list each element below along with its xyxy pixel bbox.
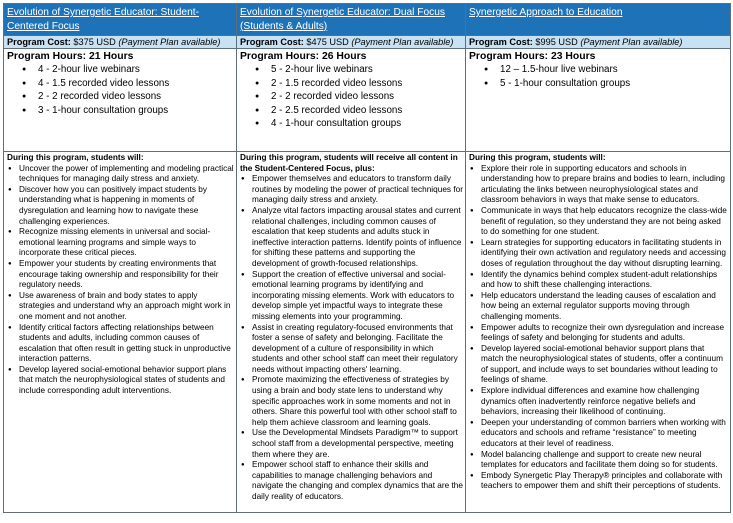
hours-item: ● 4 - 2-hour live webinars [22, 63, 236, 77]
hours-row [4, 49, 731, 152]
program-title-link[interactable]: Evolution of Synergetic Educator: Dual Focus (Students & Adults) [240, 7, 445, 32]
outcome-item: ● Assist in creating regulatory-focused environments that foster a sense of safety and belonging. Facilitate the development of a culture of responsibility in which students and other school staff can meet their regulatory needs without impacting others' learning. [240, 323, 463, 376]
hours-title: Program Hours: 21 Hours [7, 51, 134, 62]
hours-item: ● 2 - 2.5 recorded video lessons [255, 104, 465, 118]
outcome-item: ● Uncover the power of implementing and modeling practical techniques for managing daily stress and anxiety. [7, 164, 234, 185]
outcome-item: ● Explore individual differences and examine how challenging dynamics often inadvertently reinforce negative beliefs and behaviors, increasing their likelihood of continuing. [469, 386, 728, 418]
cost-cell [4, 36, 237, 49]
hours-list [237, 63, 465, 131]
content-intro: During this program, students will receive all content in the Student-Centered Focus, plus: [240, 153, 458, 173]
hours-item: ● 12 – 1.5-hour live webinars [484, 63, 730, 77]
outcome-item: ● Empower school staff to enhance their skills and capabilities to manage challenging behaviors and navigate the changing and complex dynamics that are the daily reality of educators. [240, 460, 463, 502]
column-header [4, 4, 237, 36]
content-cell [4, 152, 237, 513]
hours-item: ● 2 - 2 recorded video lessons [22, 90, 236, 104]
outcome-list [466, 164, 730, 492]
program-comparison-table [3, 3, 731, 513]
outcome-item: ● Empower your students by creating environments that encourage taking ownership and responsibility for their regulatory needs. [7, 259, 234, 291]
content-cell [237, 152, 466, 513]
outcome-item: ● Support the creation of effective universal and social-emotional learning programs by identifying and incorporating missing elements. Work with educators to develop simple yet impactful ways to integrate these missing elements into your programming. [240, 270, 463, 323]
outcome-item: ● Deepen your understanding of common barriers when working with educators and schools and reframe “resistance” to meeting educators at their level of readiness. [469, 418, 728, 450]
cost-value: $375 USD [70, 37, 119, 47]
outcome-item: ● Develop layered social-emotional behavior support plans that match the neurophysiological states of students and include corresponding adult interventions. [7, 365, 234, 397]
cost-value: $475 USD [303, 37, 352, 47]
hours-item: ● 5 - 1-hour consultation groups [484, 77, 730, 91]
hours-cell [466, 49, 731, 152]
content-row [4, 152, 731, 513]
hours-item: ● 4 - 1.5 recorded video lessons [22, 77, 236, 91]
outcome-item: ● Empower themselves and educators to transform daily routines by modeling the power of practical techniques for managing daily stress and anxiety. [240, 174, 463, 206]
column-header [466, 4, 731, 36]
cost-row [4, 36, 731, 49]
outcome-item: ● Explore their role in supporting educators and schools in understanding how to prepare brains and bodies to learn, including articulating the links between neurophysiological states and classroom behaviors in ways that make sense to educators. [469, 164, 728, 206]
column-header [237, 4, 466, 36]
hours-cell [4, 49, 237, 152]
outcome-item: ● Use awareness of brain and body states to apply strategies and understand why an approach might work in one moment and not another. [7, 291, 234, 323]
outcome-item: ● Identify the dynamics behind complex student-adult relationships and how to shift these challenging interactions. [469, 270, 728, 291]
cost-note: (Payment Plan available) [580, 37, 683, 47]
content-cell [466, 152, 731, 513]
cost-note: (Payment Plan available) [351, 37, 454, 47]
hours-title: Program Hours: 26 Hours [240, 51, 367, 62]
outcome-item: ● Learn strategies for supporting educators in facilitating students in identifying their own activation and regulatory needs and accessing doses of regulation throughout the day without disrupting learning. [469, 238, 728, 270]
outcome-item: ● Communicate in ways that help educators recognize the class-wide benefit of regulation, so they understand they are not being asked to do something for one student. [469, 206, 728, 238]
cost-label: Program Cost: [469, 37, 533, 47]
hours-list [4, 63, 236, 117]
outcome-item: ● Use the Developmental Mindsets Paradigm™ to support school staff from a developmental perspective, meeting them where they are. [240, 428, 463, 460]
hours-item: ● 3 - 1-hour consultation groups [22, 104, 236, 118]
hours-item: ● 4 - 1-hour consultation groups [255, 117, 465, 131]
cost-value: $995 USD [532, 37, 581, 47]
hours-item: ● 2 - 1.5 recorded video lessons [255, 77, 465, 91]
outcome-item: ● Embody Synergetic Play Therapy® principles and collaborate with teachers to empower them and shift their perceptions of students. [469, 471, 728, 492]
program-title-link[interactable]: Evolution of Synergetic Educator: Student-Centered Focus [7, 7, 199, 32]
cost-label: Program Cost: [240, 37, 304, 47]
cost-label: Program Cost: [7, 37, 71, 47]
outcome-item: ● Analyze vital factors impacting arousal states and current relational challenges, including common causes of escalation that keep students and adults stuck in ineffective interaction patterns. Identify points of influence for shifting these patterns and supporting the development of growth-focused relationships. [240, 206, 463, 270]
hours-title: Program Hours: 23 Hours [469, 51, 596, 62]
outcome-item: ● Promote maximizing the effectiveness of strategies by using a brain and body state lens to understand why specific approaches work in some moments and not in others. Share this powerful tool with other school staff to help them achieve classroom and learning goals. [240, 375, 463, 428]
hours-list [466, 63, 730, 90]
outcome-item: ● Recognize missing elements in universal and social-emotional learning programs and simple ways to incorporate these critical pieces. [7, 227, 234, 259]
outcome-list [237, 174, 465, 502]
cost-cell [466, 36, 731, 49]
outcome-item: ● Help educators understand the leading causes of escalation and how being an external regulator supports moving through challenging moments. [469, 291, 728, 323]
outcome-item: ● Develop layered social-emotional behavior support plans that match the neurophysiological states of students, offer a continuum of support, and include ways to set boundaries without leading to feelings of shame. [469, 344, 728, 386]
content-intro: During this program, students will: [7, 153, 144, 162]
hours-item: ● 2 - 2 recorded video lessons [255, 90, 465, 104]
outcome-item: ● Model balancing challenge and support to create new neural templates for educators and facilitate them doing so for students. [469, 450, 728, 471]
content-intro: During this program, students will: [469, 153, 606, 162]
outcome-item: ● Empower adults to recognize their own dysregulation and increase feelings of safety and belonging for students and adults. [469, 323, 728, 344]
hours-cell [237, 49, 466, 152]
header-row [4, 4, 731, 36]
outcome-item: ● Discover how you can positively impact students by understanding what is happening in moments of dysregulation and learning how to navigate these challenging experiences. [7, 185, 234, 227]
cost-note: (Payment Plan available) [118, 37, 221, 47]
cost-cell [237, 36, 466, 49]
outcome-item: ● Identify critical factors affecting relationships between students and adults, including common causes of escalation that often result in getting stuck in unproductive interaction patterns. [7, 323, 234, 365]
outcome-list [4, 164, 236, 397]
program-title-link[interactable]: Synergetic Approach to Education [469, 7, 623, 18]
hours-item: ● 5 - 2-hour live webinars [255, 63, 465, 77]
